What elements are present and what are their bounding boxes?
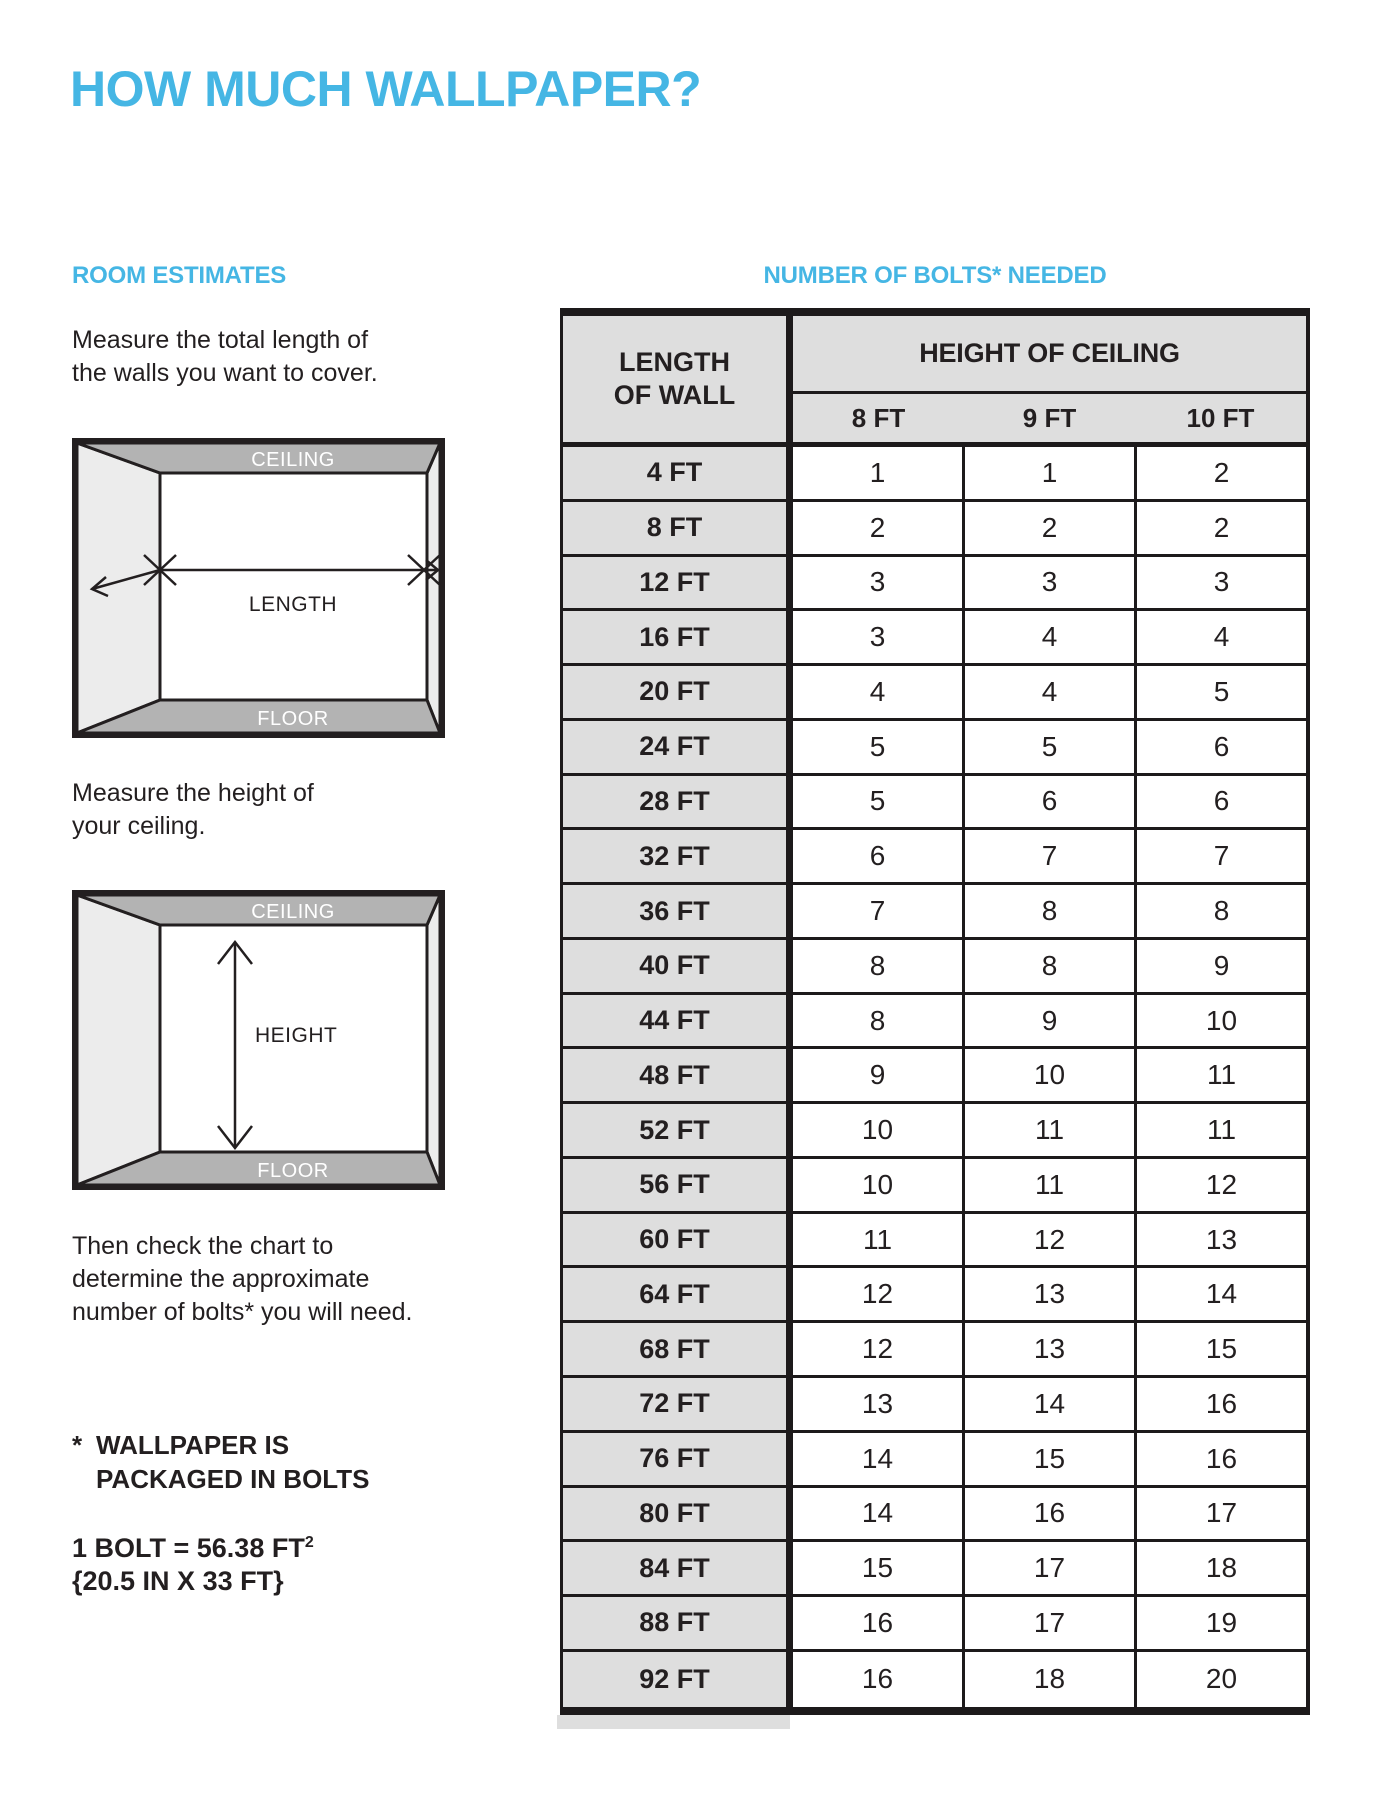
row-length-label: 8 FT xyxy=(563,502,793,554)
table-row xyxy=(563,1433,1306,1488)
col-header-8ft: 8 FT xyxy=(851,402,906,433)
footnote-line1: WALLPAPER IS xyxy=(96,1430,290,1460)
table-row xyxy=(563,885,1306,940)
bolt-count-cell: 6 xyxy=(1137,721,1306,773)
row-length-label: 28 FT xyxy=(563,776,793,828)
bolt-count-cell: 7 xyxy=(793,885,965,937)
bolt-count-cell: 18 xyxy=(965,1652,1137,1707)
bolt-count-cell: 2 xyxy=(793,502,965,554)
bolt-count-cell: 12 xyxy=(1137,1159,1306,1211)
bolt-count-cell: 8 xyxy=(793,995,965,1047)
table-gray-tab xyxy=(557,1715,790,1729)
bolt-count-cell: 13 xyxy=(1137,1214,1306,1266)
table-row xyxy=(563,1049,1306,1104)
bolt-count-cell: 11 xyxy=(1137,1049,1306,1101)
table-row xyxy=(563,721,1306,776)
table-row xyxy=(563,830,1306,885)
right-wall xyxy=(427,895,440,1185)
bolt-count-cell: 16 xyxy=(1137,1433,1306,1485)
table-row xyxy=(563,1542,1306,1597)
bolt-count-cell: 5 xyxy=(1137,666,1306,718)
table-row xyxy=(563,611,1306,666)
floor-label: FLOOR xyxy=(257,708,329,730)
bolt-count-cell: 4 xyxy=(965,666,1137,718)
ceiling-label: CEILING xyxy=(251,449,335,471)
row-length-label: 40 FT xyxy=(563,940,793,992)
bolt-count-cell: 3 xyxy=(793,557,965,609)
row-length-label: 60 FT xyxy=(563,1214,793,1266)
bolt-count-cell: 14 xyxy=(1137,1268,1306,1320)
instruction-length xyxy=(72,324,378,390)
bolt-count-cell: 6 xyxy=(965,776,1137,828)
bolt-count-cell: 16 xyxy=(965,1488,1137,1540)
bolt-count-cell: 8 xyxy=(965,885,1137,937)
room-estimates-heading: ROOM ESTIMATES xyxy=(72,262,287,289)
row-length-label: 88 FT xyxy=(563,1597,793,1649)
row-length-label: 16 FT xyxy=(563,611,793,663)
table-header xyxy=(563,316,1306,447)
length-label: LENGTH xyxy=(248,593,338,616)
height-of-ceiling-header: HEIGHT OF CEILING xyxy=(793,316,1306,394)
table-row xyxy=(563,1597,1306,1652)
bolt-count-cell: 5 xyxy=(793,721,965,773)
col-header-10ft: 10 FT xyxy=(1186,402,1255,433)
length-of-wall-header: LENGTH OF WALL xyxy=(563,316,793,447)
row-length-label: 36 FT xyxy=(563,885,793,937)
asterisk: * xyxy=(72,1430,83,1460)
right-wall xyxy=(427,443,440,733)
bolt-count-cell: 6 xyxy=(793,830,965,882)
row-length-label: 80 FT xyxy=(563,1488,793,1540)
table-row xyxy=(563,1652,1306,1707)
bolt-count-cell: 10 xyxy=(793,1159,965,1211)
table-top-border xyxy=(560,308,1310,316)
bolt-count-cell: 12 xyxy=(793,1268,965,1320)
footnote-line2: PACKAGED IN BOLTS xyxy=(96,1464,370,1494)
bolt-size-info xyxy=(72,1526,314,1598)
height-label: HEIGHT xyxy=(255,1024,338,1047)
bolt-count-cell: 11 xyxy=(965,1159,1137,1211)
bolt-count-cell: 14 xyxy=(965,1378,1137,1430)
table-row xyxy=(563,666,1306,721)
bolt-count-cell: 10 xyxy=(1137,995,1306,1047)
instruction-chart-line3: number of bolts* you will need. xyxy=(72,1298,413,1326)
bolt-count-cell: 2 xyxy=(965,502,1137,554)
row-length-label: 64 FT xyxy=(563,1268,793,1320)
row-length-label: 24 FT xyxy=(563,721,793,773)
bolt-count-cell: 3 xyxy=(965,557,1137,609)
instruction-height-line2: your ceiling. xyxy=(72,812,206,840)
table-row xyxy=(563,1268,1306,1323)
bolt-count-cell: 16 xyxy=(1137,1378,1306,1430)
table-row xyxy=(563,1378,1306,1433)
bolt-count-cell: 14 xyxy=(793,1488,965,1540)
bolt-count-cell: 4 xyxy=(1137,611,1306,663)
bolt-count-cell: 10 xyxy=(965,1049,1137,1101)
bolt-count-cell: 1 xyxy=(965,447,1137,499)
row-length-label: 56 FT xyxy=(563,1159,793,1211)
ceiling-label: CEILING xyxy=(251,901,335,923)
bolt-count-cell: 14 xyxy=(793,1433,965,1485)
bolt-count-cell: 18 xyxy=(1137,1542,1306,1594)
row-length-label: 44 FT xyxy=(563,995,793,1047)
room-height-diagram xyxy=(72,890,445,1190)
bolt-count-cell: 20 xyxy=(1137,1652,1306,1707)
bolt-count-cell: 7 xyxy=(965,830,1137,882)
left-wall xyxy=(77,443,160,733)
table-row xyxy=(563,940,1306,995)
bolt-count-cell: 10 xyxy=(793,1104,965,1156)
bolts-needed-heading: NUMBER OF BOLTS* NEEDED xyxy=(763,262,1107,289)
row-length-label: 20 FT xyxy=(563,666,793,718)
bolt-count-cell: 3 xyxy=(1137,557,1306,609)
row-length-label: 4 FT xyxy=(563,447,793,499)
page-title: HOW MUCH WALLPAPER? xyxy=(70,61,702,117)
instruction-chart-line1: Then check the chart to xyxy=(72,1232,334,1260)
bolt-count-cell: 9 xyxy=(965,995,1137,1047)
table-row xyxy=(563,447,1306,502)
bolt-count-cell: 17 xyxy=(965,1597,1137,1649)
bolt-count-cell: 7 xyxy=(1137,830,1306,882)
table-bottom-border xyxy=(560,1707,1310,1715)
left-wall xyxy=(77,895,160,1185)
table-row xyxy=(563,1104,1306,1159)
bolt-count-cell: 9 xyxy=(1137,940,1306,992)
bolt-count-cell: 17 xyxy=(965,1542,1137,1594)
bolt-count-cell: 8 xyxy=(793,940,965,992)
room-length-diagram xyxy=(72,438,445,738)
back-wall xyxy=(160,473,427,700)
table-row xyxy=(563,557,1306,612)
bolt-count-cell: 16 xyxy=(793,1652,965,1707)
ceiling-height-columns xyxy=(793,394,1306,447)
bolt-table-body xyxy=(563,447,1306,1707)
bolt-count-cell: 5 xyxy=(793,776,965,828)
bolt-count-cell: 13 xyxy=(965,1268,1137,1320)
bolt-count-cell: 19 xyxy=(1137,1597,1306,1649)
bolt-count-cell: 11 xyxy=(1137,1104,1306,1156)
row-length-label: 32 FT xyxy=(563,830,793,882)
bolts-needed-table xyxy=(560,308,1310,1729)
row-length-label: 12 FT xyxy=(563,557,793,609)
row-length-label: 72 FT xyxy=(563,1378,793,1430)
col-header-9ft: 9 FT xyxy=(1022,402,1077,433)
bolt-count-cell: 8 xyxy=(965,940,1137,992)
bolt-count-cell: 11 xyxy=(793,1214,965,1266)
squared-superscript: 2 xyxy=(304,1534,314,1551)
bolt-count-cell: 4 xyxy=(965,611,1137,663)
bolt-count-cell: 17 xyxy=(1137,1488,1306,1540)
bolt-count-cell: 2 xyxy=(1137,502,1306,554)
row-length-label: 84 FT xyxy=(563,1542,793,1594)
row-length-label: 68 FT xyxy=(563,1323,793,1375)
row-length-label: 76 FT xyxy=(563,1433,793,1485)
table-row xyxy=(563,502,1306,557)
bolt-count-cell: 13 xyxy=(965,1323,1137,1375)
table-row xyxy=(563,776,1306,831)
instruction-height xyxy=(72,777,314,843)
bolt-count-cell: 3 xyxy=(793,611,965,663)
bolt-count-cell: 15 xyxy=(1137,1323,1306,1375)
bolt-count-cell: 9 xyxy=(793,1049,965,1101)
table-row xyxy=(563,1323,1306,1378)
bolt-count-cell: 16 xyxy=(793,1597,965,1649)
row-length-label: 48 FT xyxy=(563,1049,793,1101)
bolt-count-cell: 12 xyxy=(965,1214,1137,1266)
table-row xyxy=(563,1214,1306,1269)
bolt-count-cell: 4 xyxy=(793,666,965,718)
table-row xyxy=(563,1488,1306,1543)
bolt-footnote xyxy=(72,1428,369,1496)
instruction-chart-line2: determine the approximate xyxy=(72,1265,370,1293)
floor-label: FLOOR xyxy=(257,1160,329,1182)
instruction-length-line2: the walls you want to cover. xyxy=(72,359,378,387)
bolt-count-cell: 15 xyxy=(793,1542,965,1594)
row-length-label: 92 FT xyxy=(563,1652,793,1707)
table-row xyxy=(563,1159,1306,1214)
bolt-count-cell: 5 xyxy=(965,721,1137,773)
bolt-count-cell: 2 xyxy=(1137,447,1306,499)
bolt-equation: 1 BOLT = 56.38 $FT^2$ xyxy=(72,1533,314,1563)
bolt-count-cell: 11 xyxy=(965,1104,1137,1156)
bolt-count-cell: 1 xyxy=(793,447,965,499)
bolt-count-cell: 6 xyxy=(1137,776,1306,828)
row-length-label: 52 FT xyxy=(563,1104,793,1156)
instruction-height-line1: Measure the height of xyxy=(72,779,314,807)
instruction-chart xyxy=(72,1230,412,1329)
table-row xyxy=(563,995,1306,1050)
instruction-length-line1: Measure the total length of xyxy=(72,326,369,354)
bolt-dimensions: {20.5 IN X 33 FT} xyxy=(72,1566,284,1596)
bolt-count-cell: 8 xyxy=(1137,885,1306,937)
bolt-count-cell: 15 xyxy=(965,1433,1137,1485)
bolt-count-cell: 12 xyxy=(793,1323,965,1375)
bolt-count-cell: 13 xyxy=(793,1378,965,1430)
